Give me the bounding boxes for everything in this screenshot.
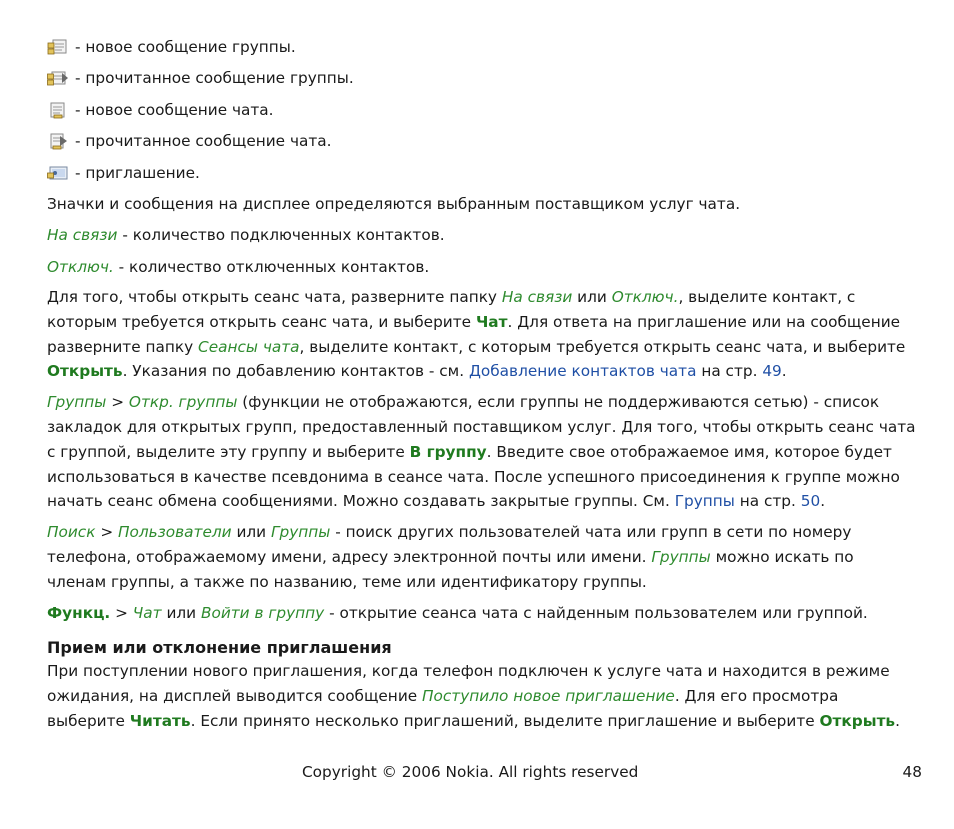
legend-text: - прочитанное сообщение чата. [75,132,332,151]
legend-item-read-group-message [47,63,917,95]
text: - количество отключенных контактов. [113,257,430,276]
text: , выделите контакт, с которым требуется открыть сеанс чата, и выберите [299,337,906,356]
text: . Если принято несколько приглашений, выделите приглашение и выберите [190,711,820,730]
term-search: Поиск [47,523,96,542]
text: на стр. [696,362,763,381]
term-online: На связи [501,288,573,306]
command-join-group: В группу [409,442,487,461]
text: или [161,603,201,622]
text: . [781,362,787,381]
term-new-invitation: Поступило новое приглашение [422,687,675,706]
legend-text: - новое сообщение группы. [75,37,296,56]
invitation-icon [47,164,69,182]
term-chat: Чат [132,603,162,622]
legend-item-new-group-message [47,31,917,63]
command-chat: Чат [475,312,508,331]
paragraph-options [47,601,917,626]
text: - количество подключенных контактов. [117,226,445,244]
page-number: 48 [902,763,922,781]
legend-item-new-chat-message [47,94,917,126]
link-page-49[interactable]: 49 [762,362,782,381]
paragraph-offline [47,252,917,284]
term-offline: Отключ. [611,288,679,306]
paragraph-icons-note: Значки и сообщения на дисплее определяются выбранным поставщиком услуг чата. [47,194,741,213]
path-separator: > [95,523,118,542]
link-add-chat-contacts[interactable]: Добавление контактов чата [468,362,697,381]
term-groups: Группы [270,523,331,542]
text: - открытие сеанса чата с найденным пользователем или группой. [324,603,868,622]
text: (функции не отображаются, если группы не поддерживаются сетью) - список закладок для открытых групп, предоставленный поставщиком услуг. Для того, чтобы открыть сеанс чата с группой, выделите эту группу и выберите [47,393,916,461]
text: . Указания по добавлению контактов - см. [122,362,469,381]
paragraph-invitation [47,659,917,733]
legend-text: - новое сообщение чата. [75,100,274,119]
term-open-groups: Откр. группы [128,393,238,412]
section-heading: Прием или отклонение приглашения [47,638,392,658]
link-groups[interactable]: Группы [674,492,735,511]
command-open: Открыть [819,711,896,730]
text: При поступлении нового приглашения, когда телефон подключен к услуге чата и находится в режиме ожидания, на дисплей выводится сообщение [47,662,890,706]
read-group-message-icon [47,69,69,87]
text: , выделите контакт, с которым требуется открыть сеанс чата, и выберите [47,288,856,331]
legend-text: - прочитанное сообщение группы. [75,69,354,88]
legend-item-read-chat-message [47,126,917,158]
document-page [47,31,917,740]
read-chat-message-icon [47,132,69,150]
text: на стр. [734,492,801,511]
term-groups: Группы [651,547,711,566]
text: можно искать по членам группы, а также по названию, теме или идентификатору группы. [47,547,854,591]
text: . Для его просмотра выберите [47,687,839,730]
text: . Для ответа на приглашение или на сообщение разверните папку [47,312,901,356]
path-separator: > [110,603,133,622]
path-separator: > [106,393,129,412]
term-join-group: Войти в группу [200,603,325,622]
paragraph-open-chat [47,285,917,384]
paragraph-search [47,520,917,594]
text: . Введите свое отображаемое имя, которое будет использоваться в качестве псевдонима в сеансе чата. После успешного присоединения к группе можно начать сеанс обмена сообщениями. Можно создавать закрытые группы. См. [47,442,900,511]
term-offline: Отключ. [47,257,114,276]
link-page-50[interactable]: 50 [800,492,821,511]
term-chat-sessions: Сеансы чата [198,337,300,356]
text: . [820,492,826,511]
legend-item-invitation [47,157,917,189]
paragraph-groups [47,390,917,514]
new-group-message-icon [47,38,69,56]
new-chat-message-icon [47,101,69,119]
term-online: На связи [47,226,118,244]
page-footer [0,760,954,784]
paragraph-online [47,220,917,252]
legend-text: - приглашение. [75,163,200,182]
text: - поиск других пользователей чата или групп в сети по номеру телефона, отображаемому имени, адресу электронной почты или имени. [47,523,852,566]
text: или [231,523,271,542]
text: Для того, чтобы открыть сеанс чата, разверните папку [47,288,502,306]
term-groups: Группы [47,393,107,412]
copyright-text: Copyright © 2006 Nokia. All rights reserved [302,763,639,781]
command-read: Читать [129,711,191,730]
command-open: Открыть [47,362,123,381]
term-users: Пользователи [118,523,232,542]
text: или [572,288,612,306]
text: . [895,711,900,730]
command-options: Функц. [47,603,111,622]
